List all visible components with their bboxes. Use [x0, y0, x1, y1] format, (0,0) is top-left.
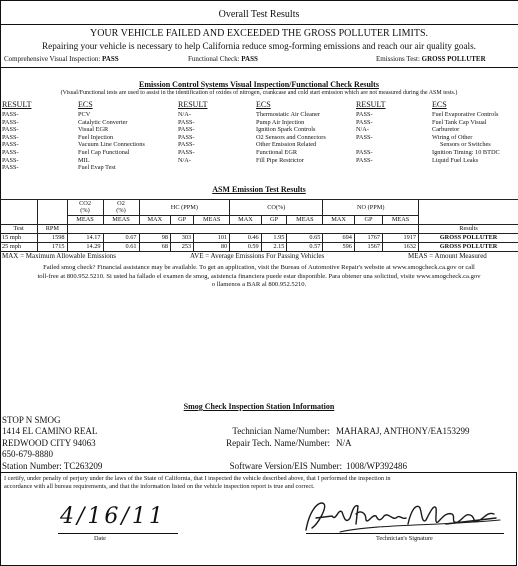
ecs-result: PASS-: [2, 126, 19, 134]
table-cell: 25 mph: [0, 242, 38, 251]
ecs-result: PASS-: [2, 141, 19, 149]
table-cell: 101: [194, 233, 230, 242]
table-cell: 68: [139, 242, 171, 251]
co-group-header: CO(%): [230, 200, 323, 216]
o2-group-label: O2: [117, 200, 125, 207]
table-header-cell: [0, 200, 38, 225]
table-cell: 80: [194, 242, 230, 251]
certification-text: [4, 475, 391, 492]
ecs-item: Fuel Injection: [78, 133, 114, 141]
functional-value: PASS: [241, 55, 258, 63]
col-header: MEAS: [67, 215, 103, 224]
result-header-1: RESULT: [2, 100, 32, 109]
col-header: MEAS: [194, 215, 230, 224]
ecs-item: Ignition Spark Controls: [256, 126, 316, 134]
emissions-label: Emissions Test:: [376, 55, 420, 63]
table-cell: 1598: [38, 233, 67, 242]
ecs-results-col-3: [356, 111, 373, 164]
failed-message: YOUR VEHICLE FAILED AND EXCEEDED THE GROSS POLLUTER LIMITS.: [89, 28, 429, 39]
col-header: GP: [261, 215, 287, 224]
certification-line: accordance with all bureau requirements, and that the information listed on the vehicle inspection report is true and correct.: [4, 483, 315, 491]
no-group-header: NO (PPM): [323, 200, 419, 216]
ecs-item: Carburetor: [432, 126, 460, 134]
table-header-cell: [38, 200, 67, 225]
ecs-result: N/A-: [178, 156, 191, 164]
result-header-2: RESULT: [178, 100, 208, 109]
ecs-item: Fuel Cap Functional: [78, 148, 130, 156]
ecs-result: PASS-: [2, 156, 19, 164]
assistance-line: toll-free at 800.952.5210. Si usted ha fallado el examen de smog, asistencia financiera puede estar disponible. Para obtener una solicitud, visite www.smogcheck.ca.gov: [37, 272, 481, 280]
ecs-item: Vacuum Line Connections: [78, 141, 145, 149]
station-section-title: Smog Check Inspection Station Information: [183, 402, 335, 411]
table-cell: 14.17: [67, 233, 103, 242]
ecs-header-3: ECS: [432, 100, 447, 109]
ecs-result: PASS-: [2, 133, 19, 141]
ecs-result: PASS-: [2, 164, 19, 172]
ecs-results-col-1: [2, 111, 19, 172]
legend-max: MAX = Maximum Allowable Emissions: [2, 252, 117, 260]
result-cell: GROSS POLLUTER: [419, 233, 518, 242]
ecs-result: PASS-: [356, 111, 373, 118]
functional-check-result: [188, 55, 258, 64]
table-cell: 1.95: [261, 233, 287, 242]
top-border: [0, 0, 518, 1]
o2-unit: (%): [116, 207, 126, 215]
col-header: MEAS: [103, 215, 139, 224]
col-header: Results: [419, 224, 518, 233]
tech-value: MAHARAJ, ANTHONY/EA153299: [336, 426, 470, 436]
visual-inspection-result: [4, 55, 119, 64]
divider: [0, 67, 518, 68]
ecs-result-blank: [356, 141, 373, 149]
table-header-cell: [419, 200, 518, 225]
co2-unit: (%): [80, 207, 90, 215]
co2-group-label: CO2: [79, 200, 91, 207]
table-header-cell: [67, 200, 103, 216]
table-spacer: [67, 224, 419, 233]
station-address-block: [2, 415, 102, 472]
station-number: Station Number: TC263209: [2, 460, 103, 471]
ecs-result: PASS-: [356, 118, 373, 126]
table-cell: 1632: [383, 242, 419, 251]
ecs-item: Fuel Evap Test: [78, 164, 116, 172]
ecs-item: Visual EGR: [78, 126, 109, 134]
table-cell: 0.65: [287, 233, 323, 242]
table-group-header: [0, 200, 518, 216]
ecs-result: PASS-: [356, 133, 373, 141]
col-header: MAX: [139, 215, 171, 224]
col-header: GP: [171, 215, 194, 224]
divider: [0, 24, 518, 25]
ecs-result: PASS-: [178, 148, 195, 156]
ecs-note: (Visual/Functional tests are used to assist in the identification of oxides of nitrogen, crankcase and cold start emission which are not measured during the ASM tests.): [60, 90, 458, 96]
ecs-section-title: Emission Control Systems Visual Inspection/Functional Check Results: [139, 80, 379, 89]
ecs-item: O2 Sensors and Connectors: [256, 133, 326, 141]
ecs-result: PASS-: [178, 141, 195, 149]
table-cell: 1715: [38, 242, 67, 251]
visual-value: PASS: [102, 55, 119, 63]
signature-line: [306, 533, 504, 534]
col-header: MEAS: [287, 215, 323, 224]
ecs-item: Fuel Tank Cap Visual: [432, 118, 487, 126]
col-header: GP: [354, 215, 382, 224]
col-header: Test: [0, 224, 38, 233]
ecs-header-1: ECS: [78, 100, 93, 109]
repair-message: Repairing your vehicle is necessary to help California reduce smog-forming emissions and reach our air quality goals.: [42, 41, 476, 51]
ecs-result: N/A-: [356, 126, 369, 134]
asm-results-table: [0, 199, 518, 252]
ecs-item: MIL: [78, 156, 90, 164]
ecs-items-col-3: [432, 111, 500, 164]
repair-tech-value: N/A: [336, 438, 352, 448]
ecs-item: Liquid Fuel Leaks: [432, 156, 479, 164]
table-cell: 1917: [383, 233, 419, 242]
col-header: MAX: [230, 215, 262, 224]
col-header: MAX: [323, 215, 355, 224]
ecs-result: PASS-: [178, 126, 195, 134]
table-cell: 15 mph: [0, 233, 38, 242]
table-cell: 694: [323, 233, 355, 242]
ecs-item: Wiring of Other: [432, 133, 473, 141]
technician-signature: [296, 494, 506, 538]
table-label-row: [0, 224, 518, 233]
table-cell: 14.29: [67, 242, 103, 251]
table-cell: 1767: [354, 233, 382, 242]
software-label: Software Version/EIS Number:: [229, 461, 342, 471]
ecs-item: Ignition Timing: 10 BTDC: [432, 148, 500, 156]
ecs-results-col-2: [178, 111, 195, 164]
ecs-item: Pump Air Injection: [256, 118, 305, 126]
ecs-item: PCV: [78, 111, 91, 118]
table-cell: 98: [139, 233, 171, 242]
signature-label: Technician's Signature: [376, 535, 433, 542]
ecs-result: PASS-: [356, 148, 373, 156]
table-cell: 303: [171, 233, 194, 242]
result-cell: GROSS POLLUTER: [419, 242, 518, 251]
col-header: MEAS: [383, 215, 419, 224]
table-cell: 0.46: [230, 233, 262, 242]
ecs-result: PASS-: [178, 118, 195, 126]
table-cell: 253: [171, 242, 194, 251]
assistance-line: Failed smog check? Financial assistance may be available. To get an application, visit the Bureau of Automotive Repair's website at www.smogcheck.ca.gov or call: [43, 264, 475, 271]
ecs-items-col-1: [78, 111, 145, 172]
date-line: [58, 533, 178, 534]
table-row: [0, 233, 518, 242]
table-cell: 596: [323, 242, 355, 251]
financial-assistance-note: [0, 264, 518, 290]
station-name: STOP N SMOG: [2, 415, 61, 425]
page-title: Overall Test Results: [218, 9, 300, 20]
ecs-result: PASS-: [356, 156, 373, 164]
software-value: 1008/WP392486: [346, 461, 408, 471]
ecs-header-2: ECS: [256, 100, 271, 109]
repair-tech-label: Repair Tech. Name/Number:: [226, 438, 330, 448]
ecs-item: Fuel Evaporative Controls: [432, 111, 499, 118]
ecs-item: Thermostatic Air Cleaner: [256, 111, 320, 118]
station-address-line: 1414 EL CAMINO REAL: [2, 426, 98, 437]
handwritten-date: 4/16/11: [60, 504, 166, 529]
ecs-result: PASS-: [2, 148, 19, 156]
table-cell: 0.67: [103, 233, 139, 242]
result-header-3: RESULT: [356, 100, 386, 109]
ecs-item: Catalytic Converter: [78, 118, 128, 126]
date-label: Date: [94, 535, 106, 542]
ecs-result: PASS-: [2, 111, 19, 118]
ecs-item: Fill Pipe Restrictor: [256, 156, 304, 164]
ecs-result: PASS-: [178, 133, 195, 141]
emissions-value: GROSS POLLUTER: [421, 55, 486, 63]
ecs-items-col-2: [256, 111, 326, 164]
ecs-item: Other Emission Related: [256, 141, 317, 149]
emissions-test-result: [376, 55, 486, 64]
table-cell: 0.61: [103, 242, 139, 251]
asm-section-title: ASM Emission Test Results: [212, 185, 306, 194]
ecs-result: PASS-: [2, 118, 19, 126]
table-cell: 2.15: [261, 242, 287, 251]
station-address-line: REDWOOD CITY 94063: [2, 437, 96, 448]
legend-meas: MEAS = Amount Measured: [408, 252, 487, 260]
col-header: RPM: [38, 224, 67, 233]
ecs-item: Sensors or Switches: [440, 141, 491, 149]
hc-group-header: HC (PPM): [139, 200, 230, 216]
table-cell: 0.57: [287, 242, 323, 251]
table-row: [0, 242, 518, 251]
station-phone: 650-679-8880: [2, 449, 53, 460]
table-cell: 0.59: [230, 242, 262, 251]
visual-label: Comprehensive Visual Inspection:: [4, 55, 101, 63]
tech-label: Technician Name/Number:: [232, 426, 330, 436]
table-cell: 1567: [354, 242, 382, 251]
certification-line: I certify, under penalty of perjury under the laws of the State of California, that I inspected the vehicle described above, that I performed the inspection in: [4, 475, 391, 482]
ecs-item: Functional EGR: [256, 148, 298, 156]
legend-ave: AVE = Average Emissions For Passing Vehicles: [190, 252, 325, 260]
functional-label: Functional Check:: [188, 55, 240, 63]
assistance-line: o llamenos a BAR al 800.952.5210.: [211, 281, 307, 289]
table-header-cell: [103, 200, 139, 216]
ecs-result: N/A-: [178, 111, 191, 118]
